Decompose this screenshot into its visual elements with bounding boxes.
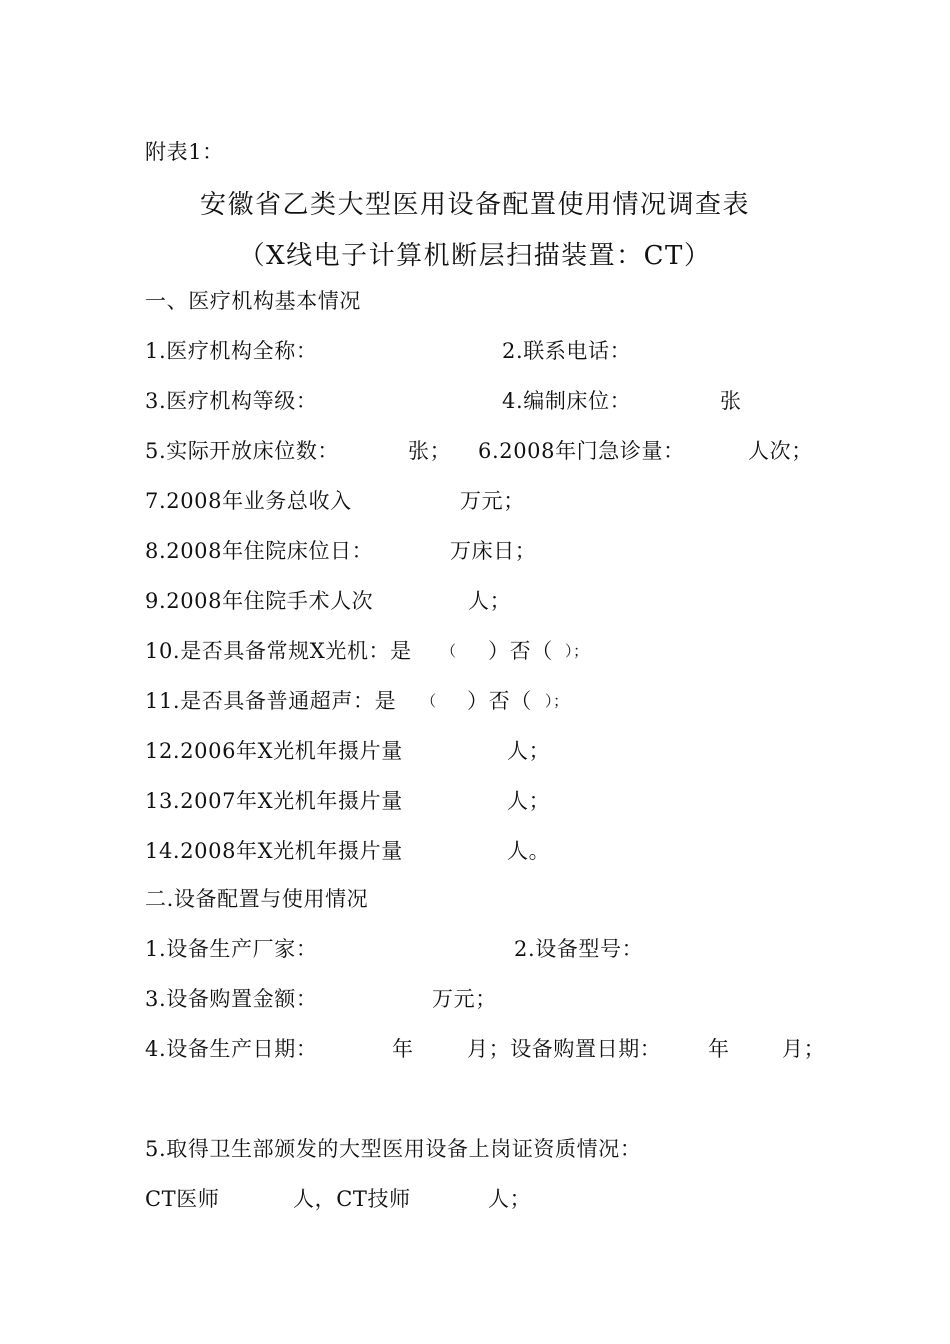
document-title: 安徽省乙类大型医用设备配置使用情况调查表 bbox=[199, 190, 750, 220]
unit-label: 万元； bbox=[460, 489, 525, 513]
unit-label: 年 bbox=[392, 1037, 414, 1061]
checkbox-yes[interactable]: （ bbox=[421, 692, 437, 710]
unit-label: 月； bbox=[782, 1037, 826, 1061]
form-row bbox=[145, 786, 845, 816]
unit-label: 人； bbox=[507, 789, 551, 813]
field-label-xray-2007: 13.2007年X光机年摄片量 bbox=[145, 789, 403, 813]
unit-label: 人； bbox=[507, 739, 551, 763]
field-label-ultrasound: 11.是否具备普通超声：是 bbox=[145, 689, 397, 713]
field-label-certification: 5.取得卫生部颁发的大型医用设备上岗证资质情况： bbox=[145, 1137, 642, 1161]
form-row bbox=[145, 586, 845, 616]
form-row bbox=[145, 934, 845, 964]
checkbox-yes[interactable]: （ bbox=[441, 642, 457, 660]
field-label-institution-level: 3.医疗机构等级： bbox=[145, 389, 318, 413]
unit-label: 张 bbox=[720, 389, 742, 413]
field-label-production-date: 4.设备生产日期： bbox=[145, 1037, 318, 1061]
field-label-xray: 10.是否具备常规X光机：是 bbox=[145, 639, 412, 663]
form-row bbox=[145, 336, 845, 366]
unit-label: 人。 bbox=[507, 839, 551, 863]
document-subtitle: （X线电子计算机断层扫描装置：CT） bbox=[238, 241, 712, 271]
form-row bbox=[145, 536, 845, 566]
checkbox-no[interactable]: ）否（ bbox=[488, 639, 553, 663]
unit-label: 年 bbox=[708, 1037, 730, 1061]
field-label-total-income: 7.2008年业务总收入 bbox=[145, 489, 352, 513]
field-label-xray-2008: 14.2008年X光机年摄片量 bbox=[145, 839, 403, 863]
form-row bbox=[145, 736, 845, 766]
unit-label: 人次； bbox=[748, 439, 813, 463]
field-label-phone: 2.联系电话： bbox=[502, 339, 632, 363]
form-row bbox=[145, 386, 845, 416]
form-row bbox=[145, 436, 845, 466]
form-row bbox=[145, 686, 845, 716]
form-row bbox=[145, 636, 845, 666]
unit-label: 人； bbox=[488, 1187, 532, 1211]
form-row bbox=[145, 1184, 845, 1214]
field-label-ct-doctor: CT医师 bbox=[145, 1187, 220, 1211]
section2-heading: 二.设备配置与使用情况 bbox=[145, 887, 369, 911]
form-row bbox=[145, 1034, 845, 1064]
field-label-purchase-amount: 3.设备购置金额： bbox=[145, 987, 318, 1011]
unit-label: 张； bbox=[408, 439, 452, 463]
field-label-ct-technician: 人，CT技师 bbox=[293, 1187, 411, 1211]
field-label-model: 2.设备型号： bbox=[514, 937, 644, 961]
checkbox-no[interactable]: ）否（ bbox=[467, 689, 532, 713]
form-row bbox=[145, 984, 845, 1014]
form-row bbox=[145, 486, 845, 516]
form-row bbox=[145, 836, 845, 866]
field-label-purchase-date: 月；设备购置日期： bbox=[467, 1037, 662, 1061]
field-label-xray-2006: 12.2006年X光机年摄片量 bbox=[145, 739, 403, 763]
field-label-institution-name: 1.医疗机构全称： bbox=[145, 339, 318, 363]
field-label-open-beds: 5.实际开放床位数： bbox=[145, 439, 340, 463]
field-label-manufacturer: 1.设备生产厂家： bbox=[145, 937, 318, 961]
section1-heading: 一、医疗机构基本情况 bbox=[145, 289, 361, 313]
field-label-bed-days: 8.2008年住院床位日： bbox=[145, 539, 374, 563]
field-label-surgeries: 9.2008年住院手术人次 bbox=[145, 589, 374, 613]
checkbox-no-close: ）； bbox=[565, 642, 589, 660]
appendix-label: 附表1： bbox=[145, 140, 224, 164]
unit-label: 万床日； bbox=[450, 539, 537, 563]
unit-label: 人； bbox=[468, 589, 512, 613]
field-label-outpatient-visits: 6.2008年门急诊量： bbox=[478, 439, 685, 463]
unit-label: 万元； bbox=[432, 987, 497, 1011]
checkbox-no-close: ）； bbox=[545, 692, 569, 710]
field-label-beds: 4.编制床位： bbox=[502, 389, 632, 413]
